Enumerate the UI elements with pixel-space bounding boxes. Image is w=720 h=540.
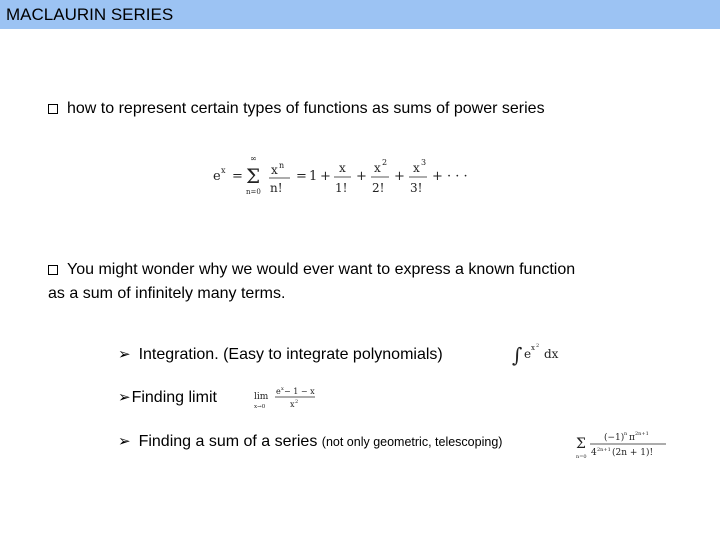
- arrow-bullet-icon: ➢: [118, 346, 131, 363]
- plus-3: +: [394, 169, 405, 184]
- integral-exp2: 2: [536, 343, 540, 349]
- use-limit-text: Finding limit: [131, 389, 217, 406]
- use-sum: [118, 431, 502, 453]
- bullet-text: how to represent certain types of functions as sums of power series: [67, 100, 545, 117]
- integral-base: e: [524, 347, 532, 361]
- limit-den-exp: 2: [295, 399, 299, 405]
- formula-eq: =: [232, 169, 243, 184]
- plus-1: +: [320, 169, 331, 184]
- bullet-power-series: [48, 98, 545, 120]
- use-integration-text: Integration. (Easy to integrate polynomials): [138, 346, 443, 363]
- limit-num-rest: − 1 − x: [284, 387, 315, 396]
- square-bullet-icon: [48, 265, 58, 275]
- limit-formula: [252, 382, 324, 414]
- limit-den: x: [290, 400, 295, 409]
- integral-sign: ∫: [512, 343, 523, 367]
- bullet-why-series-cont: [48, 283, 285, 305]
- frac-num-exp: n: [279, 161, 285, 170]
- term-one: 1: [309, 169, 318, 184]
- use-sum-text: Finding a sum of a series: [138, 433, 318, 450]
- bullet-text-line1: You might wonder why we would ever want to express a known function: [67, 261, 576, 278]
- sum-formula: [574, 426, 670, 462]
- arrow-bullet-icon: ➢: [118, 433, 131, 450]
- sum-den-rest: (2n + 1)!: [612, 448, 654, 458]
- t3-num: x: [413, 161, 420, 175]
- sum-num-base: (−1): [604, 433, 625, 443]
- use-integration: [118, 344, 443, 366]
- t1-den: 1!: [335, 181, 348, 195]
- t2-num: x: [374, 161, 381, 175]
- arrow-bullet-icon: ➢: [118, 389, 131, 406]
- limit-sub: x→0: [254, 404, 266, 410]
- integral-exp: x: [531, 344, 535, 352]
- slide-title: MACLAURIN SERIES: [6, 5, 174, 24]
- limit-lim: lim: [254, 392, 269, 402]
- square-bullet-icon: [48, 104, 58, 114]
- formula-eq2: =: [296, 169, 307, 184]
- limit-num-exp: x: [281, 386, 284, 392]
- t3-den: 3!: [410, 181, 423, 195]
- bullet-why-series: [48, 259, 575, 281]
- sigma-symbol: Σ: [246, 164, 261, 188]
- t2-exp: 2: [382, 158, 388, 167]
- sum-num-exp: n: [624, 431, 628, 437]
- integral-dx: dx: [544, 347, 559, 361]
- series-dots: + · · ·: [432, 169, 468, 184]
- sum-num-rest: π: [629, 433, 635, 443]
- formula-lhs: e: [213, 169, 221, 184]
- integral-formula: [510, 338, 570, 370]
- plus-2: +: [356, 169, 367, 184]
- t1-num: x: [339, 161, 346, 175]
- use-limit: [118, 387, 217, 409]
- t3-exp: 3: [421, 158, 427, 167]
- sigma-top: ∞: [250, 154, 257, 163]
- frac-den: n!: [270, 181, 283, 195]
- limit-num-base: e: [276, 387, 281, 396]
- frac-num: x: [271, 163, 278, 177]
- sigma-bottom: n=0: [246, 188, 261, 196]
- sum-den-exp: 2n+1: [597, 447, 611, 453]
- use-sum-note: (not only geometric, telescoping): [321, 435, 503, 449]
- sum-den-base: 4: [591, 448, 597, 458]
- formula-lhs-exp: x: [221, 166, 226, 175]
- exp-series-formula: [210, 150, 480, 200]
- sum-sigma: Σ: [576, 436, 586, 452]
- bullet-text-line2: as a sum of infinitely many terms.: [48, 285, 286, 302]
- sum-num-rest-exp: 2n+1: [635, 431, 649, 437]
- sum-sub: n=0: [576, 454, 587, 460]
- title-bar: [0, 0, 720, 29]
- t2-den: 2!: [372, 181, 385, 195]
